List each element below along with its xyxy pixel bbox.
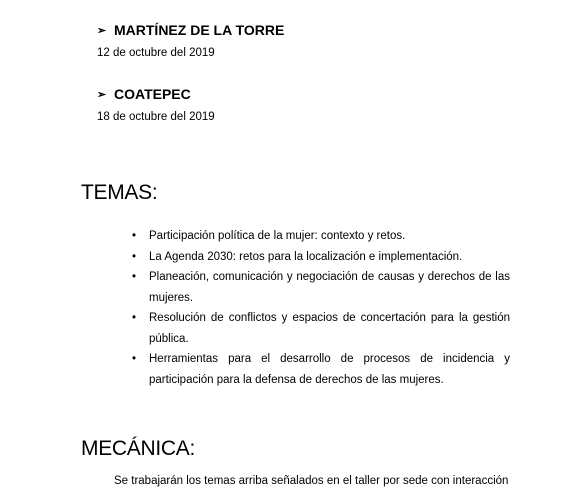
bullet-icon: • (132, 250, 137, 263)
venue-date: 12 de octubre del 2019 (97, 47, 215, 59)
venue-name-text: MARTÍNEZ DE LA TORRE (114, 22, 285, 38)
venue-name-text: COATEPEC (114, 86, 191, 102)
venue-date: 18 de octubre del 2019 (97, 111, 215, 123)
venue-name (97, 85, 517, 103)
list-item (132, 308, 510, 349)
bullet-icon: • (132, 271, 137, 283)
temas-heading: TEMAS: (81, 181, 158, 204)
venue-martinez-de-la-torre (97, 21, 517, 59)
list-item (132, 226, 510, 247)
venue-name (97, 21, 517, 39)
bullet-icon: • (132, 312, 137, 324)
list-item (132, 349, 510, 390)
arrow-bullet-icon: ➢ (97, 24, 107, 37)
bullet-icon: • (132, 230, 137, 242)
list-item-text: Herramientas para el desarrollo de procesos de incidencia y participación para la defensa de derechos de las mujeres. (149, 353, 510, 386)
mecanica-heading: MECÁNICA: (81, 437, 195, 460)
list-item-text: Planeación, comunicación y negociación de causas y derechos de las mujeres. (149, 271, 510, 304)
arrow-bullet-icon: ➢ (97, 88, 107, 101)
venue-coatepec (97, 85, 517, 123)
list-item-text: La Agenda 2030: retos para la localización e implementación. (149, 250, 463, 263)
bullet-icon: • (132, 353, 137, 365)
mecanica-paragraph: Se trabajarán los temas arriba señalados en el taller por sede con interacción (114, 475, 509, 487)
list-item (132, 267, 510, 308)
list-item-text: Participación política de la mujer: contexto y retos. (149, 230, 406, 242)
temas-list (132, 226, 510, 390)
list-item-text: Resolución de conflictos y espacios de concertación para la gestión pública. (149, 312, 510, 345)
list-item (132, 247, 510, 268)
